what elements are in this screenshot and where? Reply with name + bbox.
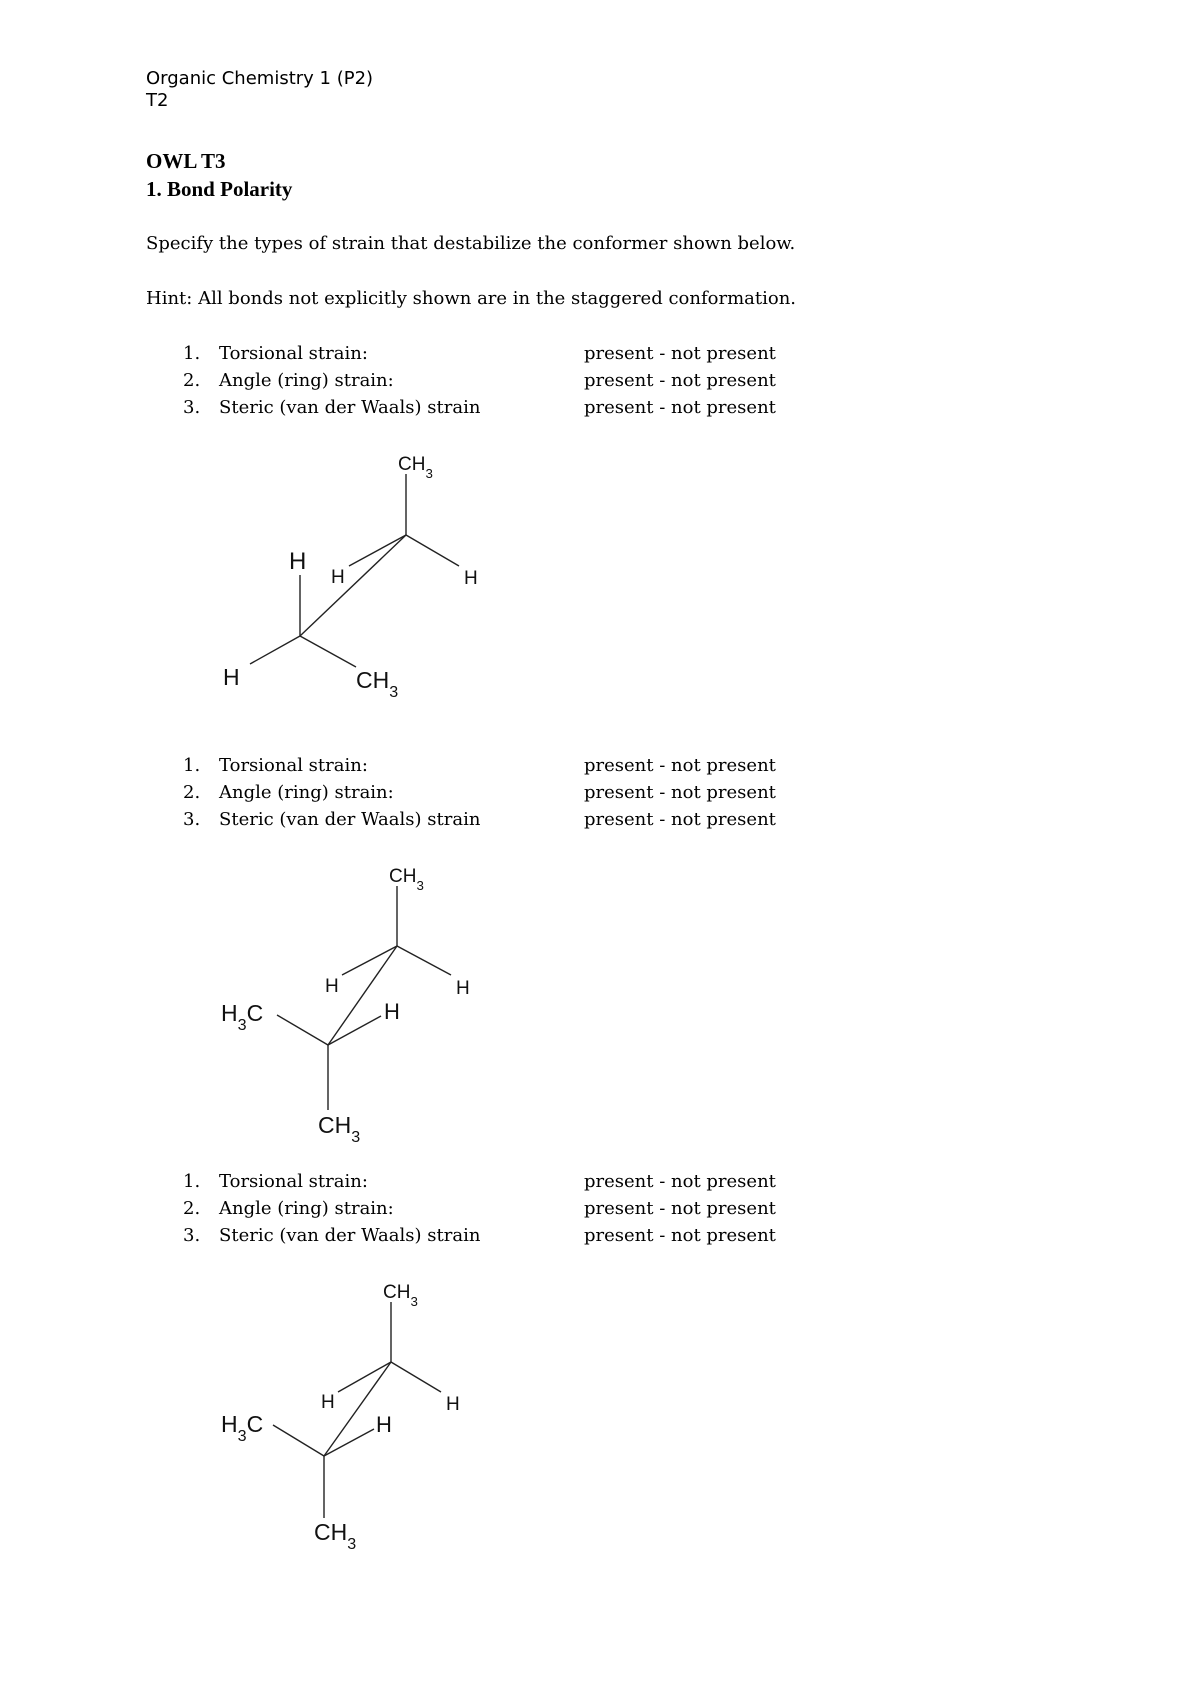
item-label: Steric (van der Waals) strain bbox=[219, 809, 481, 830]
bond bbox=[391, 1362, 441, 1392]
item-label: Angle (ring) strain: bbox=[219, 370, 394, 391]
atom-label-bottom: $CH_3$ bbox=[318, 1112, 361, 1146]
item-number: 2. bbox=[183, 782, 201, 803]
item-number: 1. bbox=[183, 343, 201, 364]
atom-text: $CH_3$ bbox=[398, 454, 433, 481]
item-label: Steric (van der Waals) strain bbox=[219, 1225, 481, 1246]
answer-options[interactable]: present - not present bbox=[584, 782, 776, 803]
answer-options[interactable]: present - not present bbox=[584, 397, 776, 418]
atom-label-front-up: H bbox=[289, 548, 307, 575]
owl-title: OWL T3 bbox=[146, 149, 226, 173]
answer-options[interactable]: present - not present bbox=[584, 343, 776, 364]
section-label: T2 bbox=[146, 90, 169, 111]
atom-label-front-left: H bbox=[223, 664, 240, 690]
hint-text: Hint: All bonds not explicitly shown are in the staggered conformation. bbox=[146, 288, 797, 309]
item-number: 1. bbox=[183, 755, 201, 776]
answer-options[interactable]: present - not present bbox=[584, 1198, 776, 1219]
answer-options[interactable]: present - not present bbox=[584, 1171, 776, 1192]
atom-label-front-left: $H_3C$ bbox=[221, 1411, 264, 1445]
item-number: 2. bbox=[183, 1198, 201, 1219]
answer-options[interactable]: present - not present bbox=[584, 809, 776, 830]
atom-label-front-right: $CH_3$ bbox=[356, 667, 399, 701]
bond bbox=[324, 1429, 374, 1456]
atom-label-front-left: $H_3C$ bbox=[221, 1000, 264, 1034]
atom-label-front-right: H bbox=[384, 999, 400, 1024]
item-label: Steric (van der Waals) strain bbox=[219, 397, 481, 418]
bond bbox=[273, 1425, 324, 1456]
atom-label-front-right: H bbox=[376, 1412, 392, 1437]
bond bbox=[338, 1362, 391, 1392]
answer-options[interactable]: present - not present bbox=[584, 755, 776, 776]
item-number: 3. bbox=[183, 1225, 201, 1246]
answer-options[interactable]: present - not present bbox=[584, 370, 776, 391]
atom-label-back-right: H bbox=[456, 978, 470, 999]
atom-label-back-left: H bbox=[331, 567, 345, 588]
item-label: Angle (ring) strain: bbox=[219, 782, 394, 803]
answer-options[interactable]: present - not present bbox=[584, 1225, 776, 1246]
item-label: Torsional strain: bbox=[219, 343, 368, 364]
item-label: Torsional strain: bbox=[219, 1171, 368, 1192]
instruction-text: Specify the types of strain that destabilize the conformer shown below. bbox=[146, 233, 796, 254]
atom-label-bottom: $CH_3$ bbox=[314, 1519, 357, 1553]
item-number: 3. bbox=[183, 397, 201, 418]
atom-label-back-right: H bbox=[446, 1394, 460, 1415]
course-title: Organic Chemistry 1 (P2) bbox=[146, 68, 374, 89]
atom-label-back-left: H bbox=[325, 976, 339, 997]
item-label: Torsional strain: bbox=[219, 755, 368, 776]
atom-label-top: $CH_3$ bbox=[383, 1282, 418, 1309]
item-label: Angle (ring) strain: bbox=[219, 1198, 394, 1219]
item-number: 2. bbox=[183, 370, 201, 391]
item-number: 1. bbox=[183, 1171, 201, 1192]
topic-title: 1. Bond Polarity bbox=[146, 177, 293, 201]
atom-label-back-right: H bbox=[464, 568, 478, 589]
atom-label-back-left: H bbox=[321, 1392, 335, 1413]
item-number: 3. bbox=[183, 809, 201, 830]
atom-label-top: $CH_3$ bbox=[389, 866, 424, 893]
